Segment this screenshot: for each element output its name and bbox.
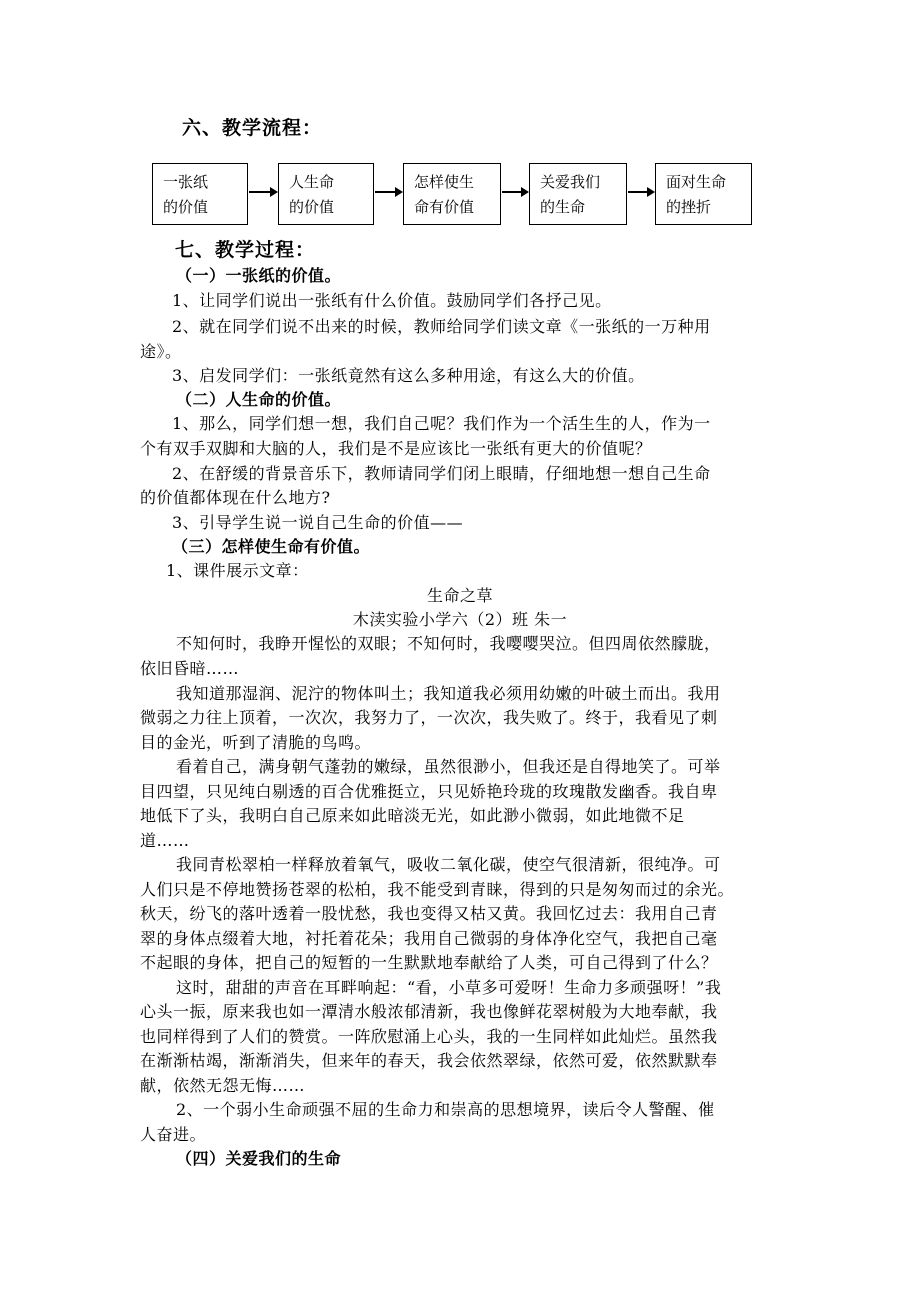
article-line: 我知道那湿润、泥泞的物体叫土；我知道我必须用幼嫩的叶破土而出。我用 xyxy=(176,684,721,703)
flow-arrow-icon xyxy=(628,191,653,193)
paragraph-line: 2、一个弱小生命顽强不屈的生命力和崇高的思想境界，读后令人警醒、催 xyxy=(176,1100,715,1119)
article-line: 我同青松翠柏一样释放着氧气，吸收二氧化碳，使空气很清新，很纯净。可 xyxy=(176,855,721,874)
paragraph-line: 人奋进。 xyxy=(140,1125,207,1144)
part-4-heading: （四）关爱我们的生命 xyxy=(176,1149,342,1168)
paragraph-line: 2、在舒缓的背景音乐下，教师请同学们闭上眼睛，仔细地想一想自己生命 xyxy=(172,464,711,483)
flow-step-text: 一张纸 xyxy=(163,173,209,191)
article-line: 在渐渐枯竭，渐渐消失，但来年的春天，我会依然翠绿，依然可爱，依然默默奉 xyxy=(140,1051,718,1070)
flow-arrow-icon xyxy=(502,191,527,193)
article-line: 心头一振，原来我也如一潭清水般浓郁清新，我也像鲜花翠树般为大地奉献，我 xyxy=(140,1002,718,1021)
part-1-heading: （一）一张纸的价值。 xyxy=(176,266,342,285)
flow-step-text: 怎样使生 xyxy=(414,173,475,191)
paragraph-line: 1、让同学们说出一张纸有什么价值。鼓励同学们各抒己见。 xyxy=(172,291,612,310)
flow-step-text: 命有价值 xyxy=(414,198,475,216)
paragraph-line: 1、课件展示文章： xyxy=(166,561,309,580)
article-line: 这时，甜甜的声音在耳畔响起：“看，小草多可爱呀！生命力多顽强呀！”我 xyxy=(176,978,722,997)
article-line: 看着自己，满身朝气蓬勃的嫩绿，虽然很渺小，但我还是自得地笑了。可举 xyxy=(176,757,721,776)
article-title: 生命之草 xyxy=(426,586,493,605)
paragraph-line: 途》。 xyxy=(140,342,182,361)
flow-step-3 xyxy=(403,163,501,225)
part-3-heading: （三）怎样使生命有价值。 xyxy=(172,537,371,556)
article-line: 道…… xyxy=(140,831,190,850)
article-line: 献，依然无怨无悔…… xyxy=(140,1076,306,1095)
flow-step-text: 关爱我们 xyxy=(540,173,601,191)
article-line: 不起眼的身体，把自己的短暂的一生默默地奉献给了人类，可自己得到了什么？ xyxy=(140,953,718,972)
article-line: 也同样得到了人们的赞赏。一阵欣慰涌上心头，我的一生同样如此灿烂。虽然我 xyxy=(140,1027,718,1046)
paragraph-line: 个有双手双脚和大脑的人，我们是不是应该比一张纸有更大的价值呢？ xyxy=(140,439,652,458)
flow-step-5 xyxy=(655,163,752,225)
article-line: 翠的身体点缀着大地，衬托着花朵；我用自己微弱的身体净化空气，我把自己毫 xyxy=(140,929,718,948)
flow-step-1 xyxy=(152,163,248,225)
article-line: 依旧昏暗…… xyxy=(140,659,240,678)
article-line: 微弱之力往上顶着，一次次，我努力了，一次次，我失败了。终于，我看见了刺 xyxy=(140,708,718,727)
flow-step-text: 面对生命 xyxy=(666,173,727,191)
article-line: 目四望，只见纯白剔透的百合优雅挺立，只见娇艳玲珑的玫瑰散发幽香。我自卑 xyxy=(140,782,718,801)
flow-step-text: 的价值 xyxy=(163,198,209,216)
flow-step-2 xyxy=(278,163,374,225)
article-line: 目的金光，听到了清脆的鸟鸣。 xyxy=(140,733,372,752)
paragraph-line: 3、引导学生说一说自己生命的价值—— xyxy=(172,513,464,532)
flow-arrow-icon xyxy=(249,191,276,193)
flow-step-text: 的生命 xyxy=(540,198,586,216)
part-2-heading: （二）人生命的价值。 xyxy=(176,390,342,409)
flow-step-text: 的价值 xyxy=(289,198,335,216)
section-7-title: 七、教学过程： xyxy=(175,239,316,261)
article-line: 地低下了头，我明白自己原来如此暗淡无光，如此渺小微弱，如此地微不足 xyxy=(140,806,685,825)
article-author: 木渎实验小学六（2）班 朱一 xyxy=(352,610,568,629)
paragraph-line: 3、启发同学们：一张纸竟然有这么多种用途，有这么大的价值。 xyxy=(172,366,645,385)
paragraph-line: 1、那么，同学们想一想，我们自己呢？我们作为一个活生生的人，作为一 xyxy=(172,414,711,433)
paragraph-line: 2、就在同学们说不出来的时候，教师给同学们读文章《一张纸的一万种用 xyxy=(172,317,711,336)
article-line: 秋天，纷飞的落叶透着一股忧愁，我也变得又枯又黄。我回忆过去：我用自己青 xyxy=(140,904,718,923)
article-line: 不知何时，我睁开惺忪的双眼；不知何时，我嘤嘤哭泣。但四周依然朦胧， xyxy=(176,634,721,653)
flow-step-4 xyxy=(529,163,627,225)
section-6-title: 六、教学流程： xyxy=(182,117,323,139)
flow-step-text: 的挫折 xyxy=(666,198,712,216)
article-line: 人们只是不停地赞扬苍翠的松柏，我不能受到青睐，得到的只是匆匆而过的余光。 xyxy=(140,880,735,899)
flow-step-text: 人生命 xyxy=(289,173,335,191)
paragraph-line: 的价值都体现在什么地方? xyxy=(140,488,331,507)
flow-arrow-icon xyxy=(375,191,401,193)
